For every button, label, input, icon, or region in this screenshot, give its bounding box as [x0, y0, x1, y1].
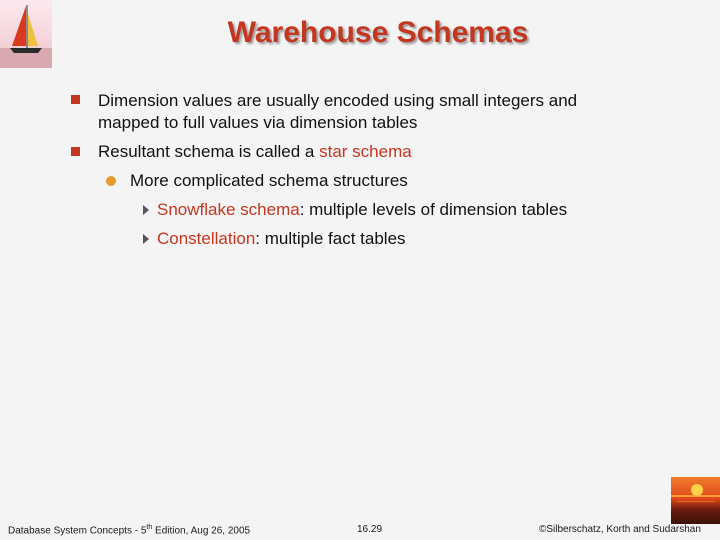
constellation-term: Constellation: [157, 229, 256, 248]
star-schema-term: star schema: [319, 142, 412, 161]
square-bullet-icon: [71, 95, 80, 104]
footer-superscript: th: [146, 524, 153, 531]
sun-icon: [671, 477, 720, 524]
sub-bullet-complicated: More complicated schema structures: [130, 171, 408, 190]
bullet-text: Resultant schema is called a: [98, 142, 320, 161]
bullet-text: : multiple fact tables: [255, 229, 406, 248]
footer-book-title: Database System Concepts - 5: [8, 525, 147, 537]
footer-copyright: ©Silberschatz, Korth and Sudarshan: [539, 524, 701, 535]
square-bullet-icon: [71, 147, 80, 156]
bullet-line: mapped to full values via dimension tables: [98, 113, 418, 132]
snowflake-term: Snowflake schema: [157, 200, 300, 219]
sub-sub-bullet-snowflake: [157, 199, 567, 221]
footer-edition-date: Edition, Aug 26, 2005: [152, 525, 251, 537]
triangle-bullet-icon: [143, 205, 149, 215]
circle-bullet-icon: [106, 176, 116, 186]
sub-sub-bullet-constellation: [157, 228, 406, 250]
sunset-image: [671, 477, 720, 524]
bullet-text: : multiple levels of dimension tables: [299, 200, 568, 219]
triangle-bullet-icon: [143, 234, 149, 244]
bullet-line: Dimension values are usually encoded using small integers and: [98, 91, 578, 110]
bullet-dimension-values: [98, 90, 577, 134]
slide-title: Warehouse Schemas: [227, 16, 529, 49]
footer-left: [8, 524, 250, 536]
bullet-star-schema: [98, 141, 412, 163]
page-number: 16.29: [357, 524, 383, 535]
